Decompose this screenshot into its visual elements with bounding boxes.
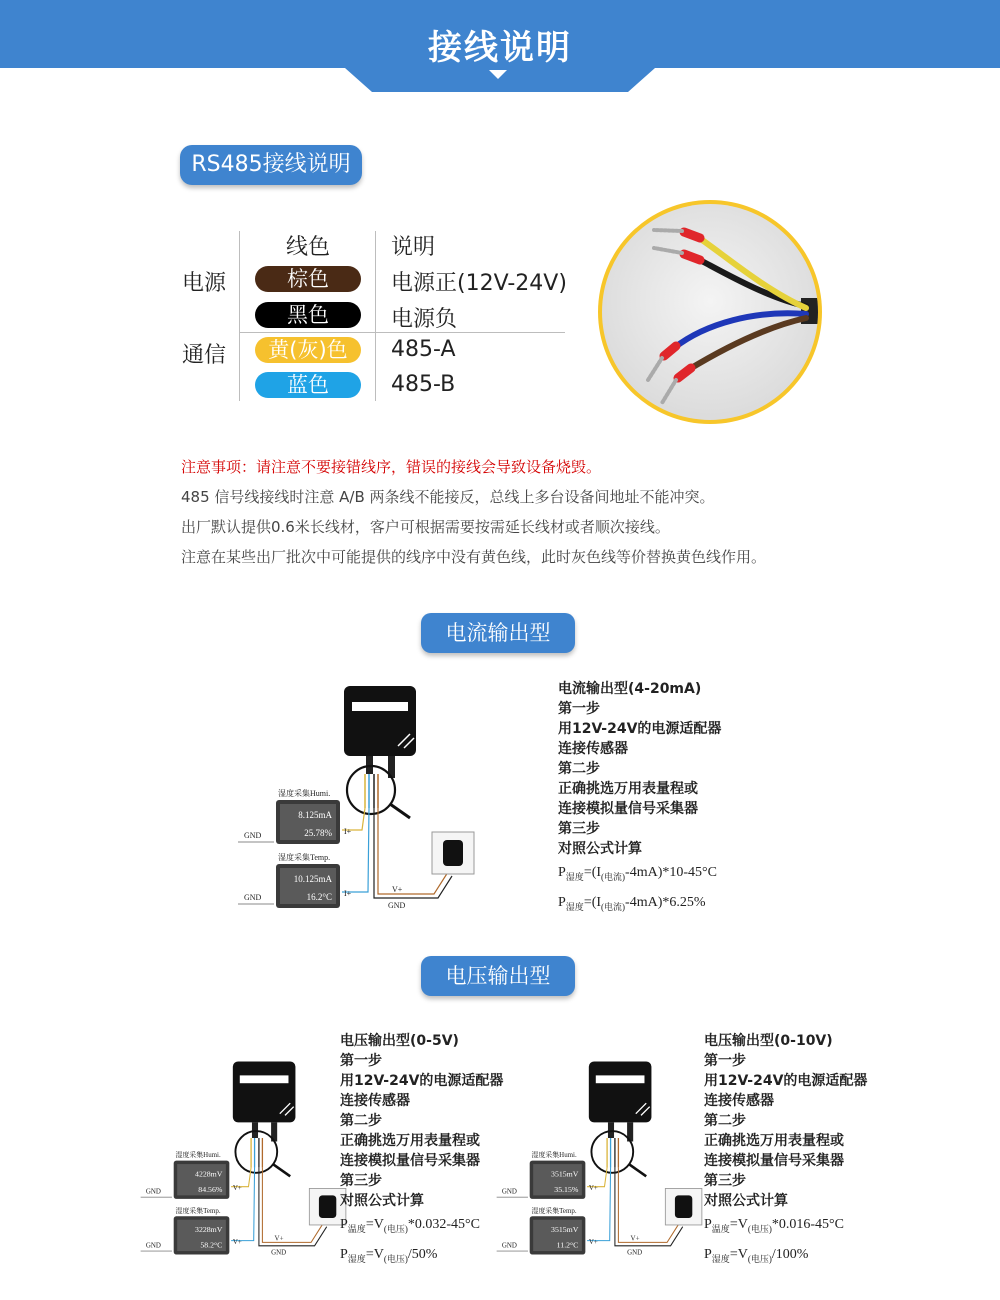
wire-description: 电源正(12V-24V) — [391, 271, 567, 296]
signal-label: I+ — [344, 889, 352, 898]
step-heading: 电流输出型(4-20mA) — [558, 681, 702, 697]
wiring-diagram-svg — [496, 1058, 706, 1258]
meter-title: 湿度采集Temp. — [531, 1206, 577, 1215]
wire-description: 485-B — [391, 372, 456, 397]
formula-part: (电压) — [747, 1253, 772, 1264]
current-wiring-diagram — [238, 682, 478, 912]
formula-part: =V — [729, 1217, 748, 1232]
formula-part: (电压) — [383, 1223, 408, 1234]
note-line: 注意在某些出厂批次中可能提供的线序中没有黄色线，此时灰色线等价替换黄色线作用。 — [181, 548, 767, 566]
formula-part: 湿度 — [565, 901, 584, 912]
step-line: 第一步 — [704, 1053, 746, 1069]
step-line: 正确挑选万用表量程或 — [704, 1133, 844, 1149]
step-line: 第三步 — [558, 821, 600, 837]
page-title: 接线说明 — [428, 28, 572, 68]
formula-part: 湿度 — [347, 1253, 366, 1264]
step-line: 正确挑选万用表量程或 — [558, 781, 698, 797]
voltage-5v-steps — [340, 1031, 503, 1211]
meter-title: 湿度采集Temp. — [175, 1206, 221, 1215]
formula-part: *0.032-45°C — [407, 1217, 480, 1232]
wire-description: 485-A — [391, 337, 456, 362]
step-line: 用12V-24V的电源适配器 — [558, 721, 722, 737]
wire-color-chip-blue: 蓝色 — [255, 372, 361, 398]
formula-part: P — [704, 1217, 712, 1232]
formula-part: P — [340, 1217, 348, 1232]
step-line: 对照公式计算 — [340, 1193, 424, 1209]
current-formulas — [558, 860, 717, 920]
gnd-label: GND — [271, 1248, 287, 1257]
meter-reading: 58.2°C — [200, 1240, 223, 1250]
group-label-power: 电源 — [182, 271, 227, 296]
step-line: 连接传感器 — [340, 1093, 410, 1109]
transmitter-device — [589, 1061, 652, 1122]
meter-reading: 10.125mA — [293, 874, 332, 884]
gnd-label: GND — [145, 1241, 161, 1250]
current-output-section-label: 电流输出型 — [421, 613, 575, 653]
group-label-communication: 通信 — [182, 343, 227, 368]
meter-reading: 35.15% — [554, 1184, 579, 1194]
formula-part: P — [558, 865, 566, 880]
voltage-10v-steps — [704, 1031, 867, 1211]
rs485-section-label: RS485接线说明 — [180, 145, 362, 185]
gnd-label: GND — [627, 1248, 643, 1257]
meter-reading: 3228mV — [195, 1224, 223, 1234]
gnd-label: GND — [501, 1187, 517, 1196]
gnd-label: GND — [244, 893, 262, 902]
step-line: 第二步 — [340, 1113, 382, 1129]
step-line: 连接传感器 — [704, 1093, 774, 1109]
step-line: 第一步 — [558, 701, 600, 717]
gnd-label: GND — [145, 1187, 161, 1196]
step-line: 第三步 — [340, 1173, 382, 1189]
step-line: 连接模拟量信号采集器 — [704, 1153, 844, 1169]
meter-title: 湿度采集Humi. — [175, 1151, 221, 1160]
wire-color-chip-black: 黑色 — [255, 302, 361, 328]
meter-reading: 11.2°C — [556, 1240, 579, 1250]
formula-part: 湿度 — [565, 871, 584, 882]
formula-part: =(I — [583, 894, 602, 910]
formula-part: (电流) — [601, 871, 626, 882]
meter-reading: 3515mV — [551, 1169, 579, 1179]
vplus-label: V+ — [392, 885, 403, 894]
cable-photo — [596, 198, 824, 426]
signal-label: V+ — [588, 1238, 598, 1247]
meter-reading: 8.125mA — [298, 810, 332, 820]
formula — [340, 1242, 480, 1272]
formula — [558, 890, 717, 920]
step-heading: 电压输出型(0-5V) — [340, 1033, 459, 1049]
formula-part: -4mA)*10-45°C — [625, 865, 717, 880]
voltage-10v-wiring-diagram — [496, 1058, 706, 1258]
formula-part: /50% — [407, 1246, 438, 1262]
step-line: 第三步 — [704, 1173, 746, 1189]
formula-part: =(I — [583, 865, 602, 880]
formula-part: P — [704, 1246, 712, 1262]
gnd-label: GND — [388, 901, 406, 910]
formula-part: 温度 — [347, 1223, 366, 1234]
vplus-label: V+ — [274, 1234, 284, 1243]
wire-description: 电源负 — [391, 307, 458, 332]
step-heading: 电压输出型(0-10V) — [704, 1033, 833, 1049]
formula-part: -4mA)*6.25% — [625, 894, 706, 910]
step-line: 用12V-24V的电源适配器 — [340, 1073, 504, 1089]
voltage-5v-wiring-diagram — [140, 1058, 350, 1258]
formula-part: P — [340, 1246, 348, 1262]
voltage-10v-formulas — [704, 1212, 844, 1272]
signal-label: I+ — [344, 827, 352, 836]
formula-part: /100% — [771, 1246, 809, 1262]
meter-reading: 25.78% — [304, 828, 332, 838]
step-line: 第二步 — [704, 1113, 746, 1129]
meter-reading: 84.56% — [198, 1184, 223, 1194]
voltage-5v-formulas — [340, 1212, 480, 1272]
wiring-table — [180, 226, 580, 401]
note-warning: 注意事项：请注意不要接错线序，错误的接线会导致设备烧毁。 — [181, 458, 602, 476]
step-line: 连接传感器 — [558, 741, 628, 757]
step-line: 连接模拟量信号采集器 — [340, 1153, 480, 1169]
step-line: 第一步 — [340, 1053, 382, 1069]
meter-reading: 4228mV — [195, 1169, 223, 1179]
formula-part: (电流) — [601, 901, 626, 912]
wiring-diagram-svg — [238, 682, 478, 912]
formula-part: =V — [729, 1246, 748, 1262]
step-line: 正确挑选万用表量程或 — [340, 1133, 480, 1149]
column-header-description: 说明 — [391, 235, 436, 260]
formula — [704, 1212, 844, 1242]
formula-part: 温度 — [711, 1223, 730, 1234]
transmitter-device — [344, 686, 416, 756]
meter-title: 湿度采集Humi. — [278, 789, 331, 798]
gnd-label: GND — [501, 1241, 517, 1250]
meter-title: 湿度采集Temp. — [278, 853, 331, 862]
formula — [340, 1212, 480, 1242]
formula-part: P — [558, 894, 566, 910]
note-line: 出厂默认提供0.6米长线材，客户可根据需要按需延长线材或者顺次接线。 — [181, 518, 670, 536]
formula-part: (电压) — [383, 1253, 408, 1264]
wire-color-chip-brown: 棕色 — [255, 266, 361, 292]
formula-part: (电压) — [747, 1223, 772, 1234]
step-line: 对照公式计算 — [558, 841, 642, 857]
signal-label: V+ — [588, 1184, 598, 1193]
current-steps — [558, 679, 721, 859]
formula-part: 湿度 — [711, 1253, 730, 1264]
note-line: 485 信号线接线时注意 A/B 两条线不能接反，总线上多台设备间地址不能冲突。 — [181, 488, 715, 506]
formula-part: =V — [365, 1246, 384, 1262]
step-line: 用12V-24V的电源适配器 — [704, 1073, 868, 1089]
formula — [704, 1242, 844, 1272]
meter-title: 湿度采集Humi. — [531, 1151, 577, 1160]
signal-label: V+ — [232, 1238, 242, 1247]
formula-part: *0.016-45°C — [771, 1217, 844, 1232]
vplus-label: V+ — [630, 1234, 640, 1243]
step-line: 第二步 — [558, 761, 600, 777]
step-line: 连接模拟量信号采集器 — [558, 801, 698, 817]
gnd-label: GND — [244, 831, 262, 840]
transmitter-device — [233, 1061, 296, 1122]
wire-color-chip-yellow: 黄(灰)色 — [255, 337, 361, 363]
voltage-output-section-label: 电压输出型 — [421, 956, 575, 996]
column-header-color: 线色 — [286, 235, 331, 260]
formula — [558, 860, 717, 890]
meter-reading: 3515mV — [551, 1224, 579, 1234]
formula-part: =V — [365, 1217, 384, 1232]
step-line: 对照公式计算 — [704, 1193, 788, 1209]
wiring-diagram-svg — [140, 1058, 350, 1258]
signal-label: V+ — [232, 1184, 242, 1193]
meter-reading: 16.2°C — [306, 892, 332, 902]
